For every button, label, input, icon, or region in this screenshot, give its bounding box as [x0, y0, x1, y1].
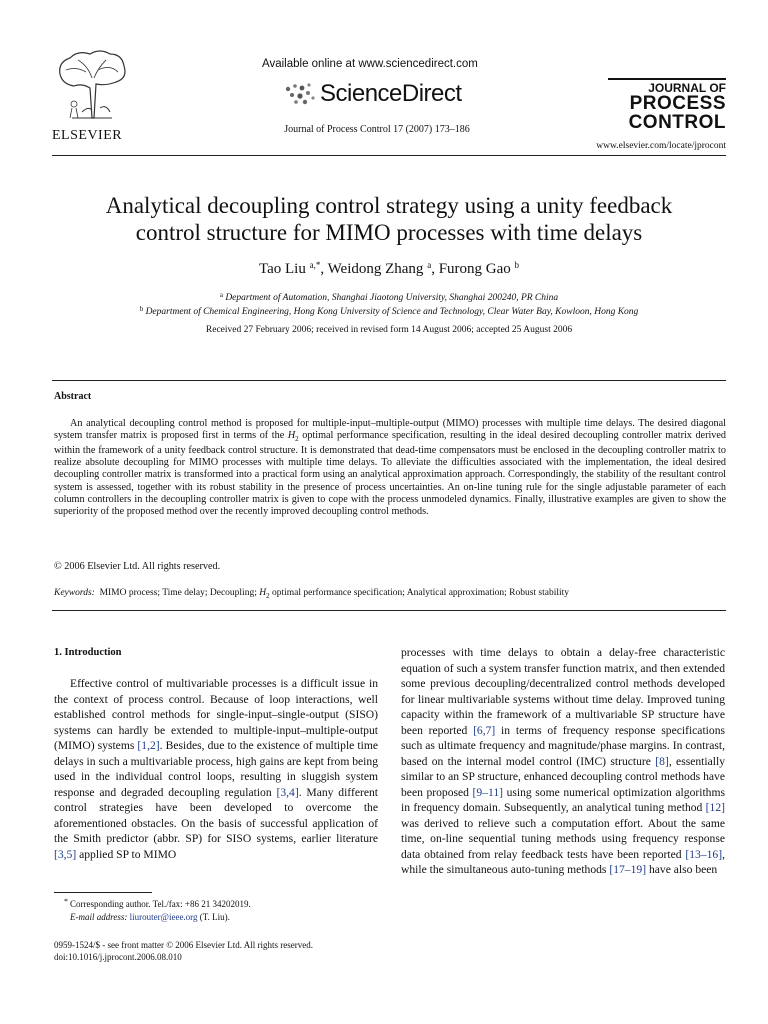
email-link[interactable]: liurouter@ieee.org — [129, 912, 198, 922]
email-label: E-mail address: — [70, 912, 128, 922]
elsevier-logo — [52, 48, 142, 143]
abstract-bottom-rule — [52, 610, 726, 611]
footnote-star: * — [64, 897, 68, 906]
affiliation-mark: b — [139, 305, 144, 313]
affiliation-a — [52, 291, 726, 303]
footnote-corresponding: Corresponding author. Tel./fax: +86 21 34202019. — [70, 899, 251, 909]
footnote-rule — [54, 892, 152, 893]
available-online-text[interactable]: Available online at www.sciencedirect.com — [262, 58, 478, 70]
body-text: using some numerical optimization algorithms in frequency domain. Subsequently, an analytical tuning method — [401, 785, 725, 814]
affiliation-text: Department of Chemical Engineering, Hong Kong University of Science and Technology, Clear Water Bay, Kowloon, Hong Kong — [145, 307, 639, 317]
journal-citation: Journal of Process Control 17 (2007) 173–186 — [284, 124, 470, 135]
citation-link[interactable]: [13–16] — [685, 847, 723, 861]
body-column-right — [401, 645, 725, 878]
publisher-name: ELSEVIER — [52, 128, 123, 143]
abstract-heading: Abstract — [54, 391, 92, 402]
citation-link[interactable]: [3,5] — [54, 847, 77, 861]
body-text: was derived to relieve such a computation effort. About the same time, on-line sequential tuning methods using frequency response data obtained from relay feedback tests have been reported — [401, 816, 725, 861]
body-text: , while the simultaneous auto-tuning methods — [401, 847, 725, 876]
footnote-email: E-mail address: liurouter@ieee.org (T. Liu). — [70, 912, 230, 922]
sciencedirect-logo[interactable] — [282, 80, 462, 108]
sciencedirect-dots-icon — [282, 81, 318, 107]
citation-link[interactable]: [6,7] — [473, 723, 496, 737]
body-text: . Many different control strategies have been developed to overcome the aforementioned obstacles. On the basis of successful application of the Smith predictor (abbr. SP) for SISO systems, earlier literature — [54, 785, 378, 845]
issn-line: 0959-1524/$ - see front matter © 2006 Elsevier Ltd. All rights reserved. — [54, 940, 314, 950]
abstract-text: An analytical decoupling control method is proposed for multiple-input–multiple-output (MIMO) processes with multiple time delays. The desired diagonal system transfer matrix is proposed first in terms of the $H_2$ optimal performance specification, resulting in the ideal desired decoupling controller matrix derived within the framework of a unity feedback control structure. It is demonstrated that dead-time compensators must be enclosed in the decoupling controller matrix to realize absolute decoupling for MIMO processes with multiple time delays. To alleviate the difficulties associated with the implementation, the ideal desired decoupling controller matrix is transformed into a practical form using an analytical approximation approach. Correspondingly, the stability of the resultant control system is assessed, together with its robust stability in the presence of process uncertainties. An on-line tuning rule for the single adjustable parameter of each column controllers in the decoupling controller matrix is given to cope with the process unmodeled dynamics. Finally, illustrative examples are given to show the superiority of the proposed method over the recently improved decoupling control methods. — [54, 418, 727, 517]
citation-link[interactable]: [3,4] — [276, 785, 299, 799]
article-dates: Received 27 February 2006; received in revised form 14 August 2006; accepted 25 August 2006 — [205, 325, 573, 335]
body-text: . Besides, due to the existence of multiple time delays in such a multivariable process, high gains are kept from being used in the individual control loops, resulting in sluggish system response and degraded decoupling regulation — [54, 739, 378, 799]
author-mark: a — [427, 260, 432, 270]
author-list: Tao Liu $^{a,*}$, Weidong Zhang $^a$, Furong Gao $^b$ — [258, 260, 520, 277]
affiliation-text: Department of Automation, Shanghai Jiaotong University, Shanghai 200240, PR China — [225, 293, 559, 303]
journal-logo — [608, 78, 726, 132]
keywords-label: Keywords: — [54, 588, 95, 598]
body-text: in terms of frequency response specifications such as ultimate frequency and magnitude/phase margins. In contrast, based on the internal model control (IMC) structure — [401, 723, 725, 768]
journal-logo-line2: PROCESS — [629, 93, 726, 114]
keywords: Keywords: MIMO process; Time delay; Decoupling; $H_2$ optimal performance specification; Analytical approximation; Robust stability — [54, 588, 570, 600]
author-mark: b — [514, 260, 520, 270]
author-mark: a,* — [309, 260, 321, 270]
body-text: , essentially similar to an SP structure, enhanced decoupling control methods have been proposed — [401, 754, 725, 799]
journal-logo-line1: JOURNAL OF — [608, 78, 726, 94]
elsevier-tree-icon — [52, 48, 132, 123]
citation-link[interactable]: [12] — [705, 801, 725, 814]
citation-link[interactable]: [8] — [655, 754, 669, 768]
affiliation-b — [52, 305, 726, 317]
citation-link[interactable]: [9–11] — [472, 785, 504, 799]
citation-link[interactable]: [17–19] — [609, 863, 647, 876]
title-line-1: Analytical decoupling control strategy using a unity feedback — [105, 193, 673, 218]
header-rule — [52, 155, 726, 156]
citation-link[interactable]: [1,2] — [137, 739, 160, 752]
section-heading: 1. Introduction — [54, 647, 122, 658]
abstract-copyright: © 2006 Elsevier Ltd. All rights reserved. — [54, 561, 221, 572]
abstract-top-rule — [52, 380, 726, 381]
author-name[interactable]: Furong Gao — [438, 261, 511, 277]
body-text: applied SP to MIMO — [76, 847, 177, 861]
body-text: have also been — [646, 863, 718, 876]
front-matter — [54, 940, 313, 963]
title-line-2: control structure for MIMO processes with time delays — [135, 220, 643, 245]
body-column-left — [54, 676, 378, 862]
body-text: Effective control of multivariable processes is a difficult issue in the context of process control. Because of loop interactions, well established control methods for single-input–single-output (SISO) systems can hardly be extended to multiple-input–multiple-output (MIMO) systems — [54, 677, 378, 752]
affiliation-mark: a — [219, 291, 223, 299]
author-name[interactable]: Weidong Zhang — [327, 261, 424, 277]
sciencedirect-wordmark: ScienceDirect — [320, 80, 462, 107]
journal-logo-line3: CONTROL — [628, 112, 726, 133]
body-text: processes with time delays to obtain a delay-free characteristic equation of such a system transfer function matrix, and then extended some previous decoupling/decentralized control methods developed for linear multivariable systems without time delay. Improved tuning capacity within the framework of a multivariable SP structure have been reported — [401, 646, 725, 737]
doi-line[interactable]: doi:10.1016/j.jprocont.2006.08.010 — [54, 951, 182, 962]
journal-url[interactable]: www.elsevier.com/locate/jprocont — [596, 141, 726, 151]
author-name[interactable]: Tao Liu — [258, 261, 306, 277]
article-title — [52, 192, 726, 246]
